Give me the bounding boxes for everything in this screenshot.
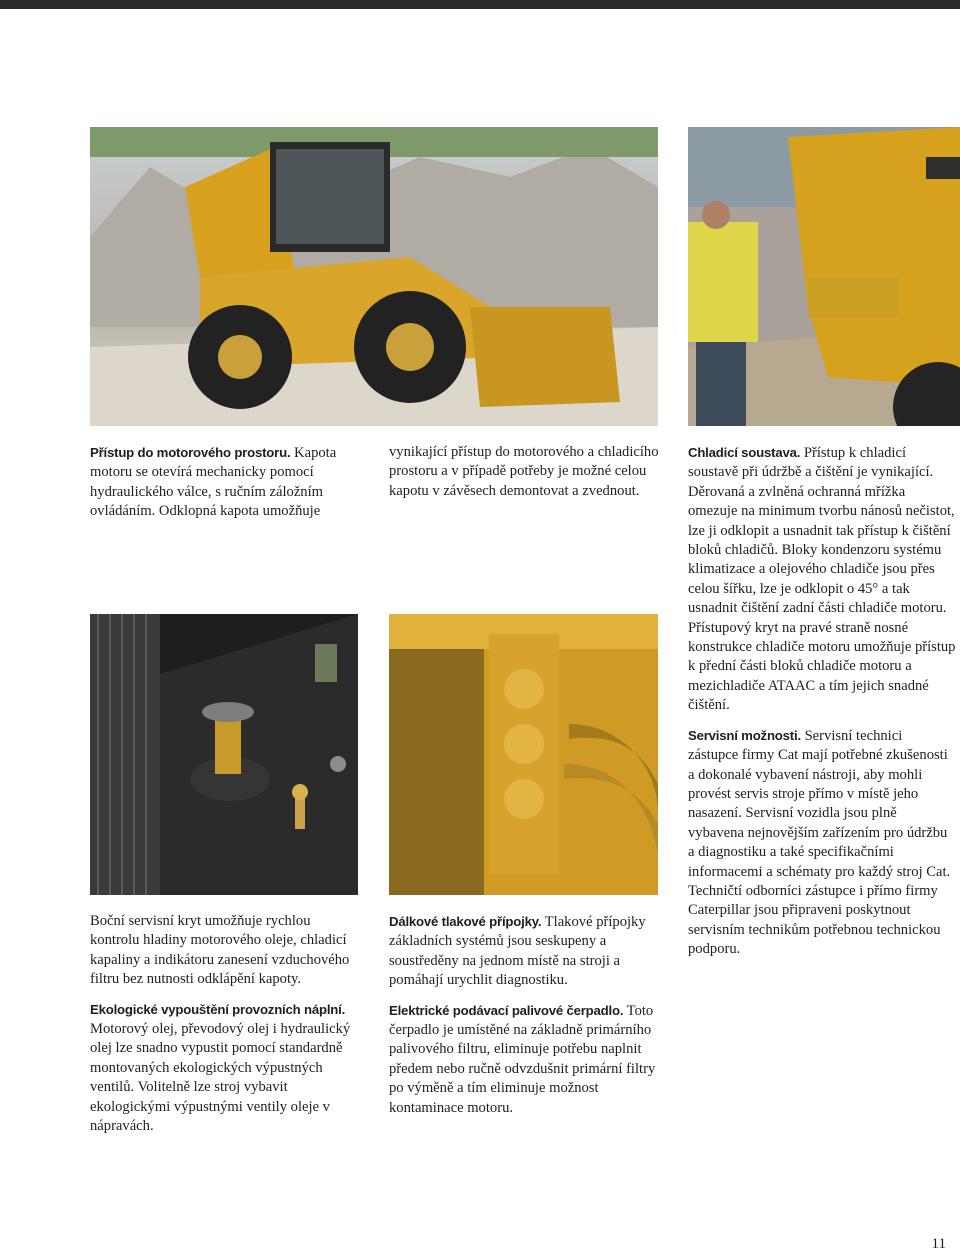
remote-pressure-body: Tlakové přípojky základních systémů jsou seskupeny a soustředěny na jednom místě na stroji a pomáhají urychlit diagnostiku. — [389, 914, 646, 989]
side-panel-text — [90, 912, 360, 1146]
engine-access-lead: Přístup do motorového prostoru. — [90, 445, 291, 460]
cooling-system-body: Přístup k chladicí soustavě při údržbě a čištění je vynikající. Děrovaná a zvlněná ochranná mřížka omezuje na minimum tvorbu nánosů nečistot, lze ji odklopit a usnadnit tak přístup k čištění bloků chladičů. Bloky kondenzoru systému klimatizace a olejového chladiče jsou přes celou šířku, lze je odklopit o 45° a tak usnadnit čištění zadní části chladiče motoru. Přístupový kryt na pravé straně nosné konstrukce chladiče motoru umožňuje přístup k přední části bloků chladiče motoru a mezichladiče ATAAC a tím jejich snadné čištění. — [688, 445, 956, 714]
engine-access-text — [90, 443, 360, 532]
page-number: 11 — [931, 1236, 946, 1252]
eco-drain-lead: Ekologické vypouštění provozních náplní. — [90, 1001, 346, 1017]
engine-access-continued-text — [389, 443, 659, 511]
fuel-pump-lead: Elektrické podávací palivové čerpadlo. — [389, 1002, 624, 1018]
eco-drain-body: Motorový olej, převodový olej i hydraulický olej lze snadno vypustit pomocí standardně montovaných ekologických výpustných ventilů. Volitelně lze stroj vybavit ekologickými výpustnými ventily oleje v nápravách. — [90, 1021, 351, 1135]
pressure-pump-text — [389, 912, 659, 1128]
fuel-pump-body: Toto čerpadlo je umístěné na základně primárního palivového filtru, eliminuje potřebu naplnit předem nebo ručně odvzdušnit primární filtry po výměně a tím eliminuje možnost kontaminace motoru. — [389, 1002, 656, 1116]
engine-access-body: Kapota motoru se otevírá mechanicky pomocí hydraulického válce, s ručním záložním ovládáním. Odklopná kapota umožňuje — [90, 445, 337, 520]
pressure-ports-photo-icon — [389, 614, 658, 895]
service-options-body: Servisní technici zástupce firmy Cat mají potřebné zkušenosti a dokonalé vybavení nástroji, aby mohli provést servis stroje přímo v místě jeho nasazení. Servisní vozidla jsou plně vybavena nejnovějším zařízením pro údržbu a diagnostiku a také specifikačními informacemi a schématy pro každý stroj Cat. Techničtí odborníci zástupce i přímo firmy Caterpillar jsou připraveni poskytnout servisním technikům potřebnou technickou podporu. — [688, 727, 951, 958]
cooling-service-text — [688, 443, 956, 970]
radiator-grille-photo-icon — [688, 127, 960, 426]
wheel-loader-photo-icon — [90, 127, 658, 426]
cooling-system-lead: Chladicí soustava. — [688, 445, 801, 460]
top-rule — [0, 0, 960, 9]
remote-pressure-lead: Dálkové tlakové přípojky. — [389, 914, 542, 929]
engine-compartment-photo-icon — [90, 614, 358, 895]
service-options-lead: Servisní možnosti. — [688, 727, 801, 743]
side-panel-body: Boční servisní kryt umožňuje rychlou kontrolu hladiny motorového oleje, chladicí kapaliny a indikátoru zanesení vzduchového filtru bez nutnosti odklápění kapoty. — [90, 913, 350, 988]
engine-access-continued-body: vynikající přístup do motorového a chladicího prostoru a v případě potřeby je možné celou kapotu v závěsech demontovat a zvednout. — [389, 444, 659, 499]
